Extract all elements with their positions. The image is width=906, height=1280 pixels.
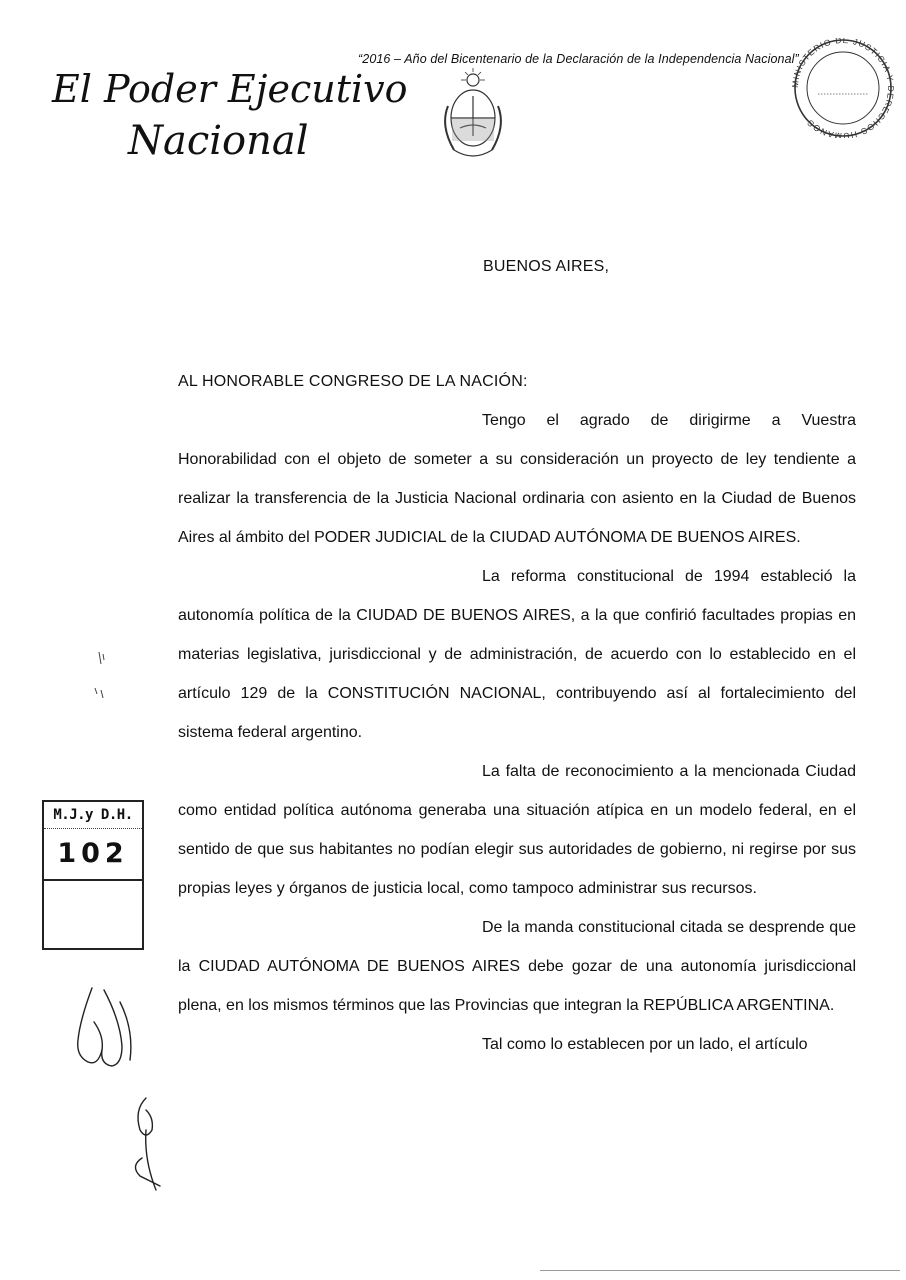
argentina-coat-of-arms-icon bbox=[432, 66, 514, 164]
seal-text: MINISTERIO DE JUSTICIA Y DERECHOS HUMANOS bbox=[789, 38, 897, 138]
poder-ejecutivo-logo bbox=[48, 58, 408, 168]
svg-text:MINISTERIO DE JUSTICIA Y DEREC bbox=[790, 38, 896, 138]
paragraph: La falta de reconocimiento a la mencionada Ciudad como entidad política autónoma generaba una situación atípica en un modelo federal, en el sentido de que sus habitantes no podían elegir sus autoridades de gobierno, ni regirse por sus propias leyes y órganos de justicia local, como tampoco administrar sus recursos. bbox=[178, 763, 856, 897]
ministry-seal bbox=[784, 38, 902, 138]
year-motto: “2016 – Año del Bicentenario de la Declaración de la Independencia Nacional” bbox=[358, 52, 799, 66]
logo-line2: Nacional bbox=[128, 118, 309, 164]
stamp-number: 102 bbox=[44, 829, 142, 881]
letter-body bbox=[178, 401, 856, 1064]
salutation: AL HONORABLE CONGRESO DE LA NACIÓN: bbox=[178, 373, 528, 390]
city-heading: BUENOS AIRES, bbox=[483, 258, 610, 275]
entry-stamp bbox=[42, 800, 144, 950]
paragraph: La reforma constitucional de 1994 estableció la autonomía política de la CIUDAD DE BUENOS AIRES, a la que confirió facultades propias en materias legislativa, jurisdiccional y de administración, de acuerdo con lo establecido en el artículo 129 de la CONSTITUCIÓN NACIONAL, contribuyendo así al fortalecimiento del sistema federal argentino. bbox=[178, 568, 856, 741]
bottom-rule bbox=[540, 1270, 900, 1271]
paragraph: Tengo el agrado de dirigirme a Vuestra Honorabilidad con el objeto de someter a su consideración un proyecto de ley tendiente a realizar la transferencia de la Justicia Nacional ordinaria con asiento en la Ciudad de Buenos Aires al ámbito del PODER JUDICIAL de la CIUDAD AUTÓNOMA DE BUENOS AIRES. bbox=[178, 412, 856, 546]
logo-line1: El Poder Ejecutivo bbox=[52, 67, 408, 111]
stamp-label: M.J.y D.H. bbox=[44, 802, 142, 829]
handwritten-signature bbox=[60, 980, 170, 1210]
paragraph: De la manda constitucional citada se desprende que la CIUDAD AUTÓNOMA DE BUENOS AIRES debe gozar de una autonomía jurisdiccional plena, en los mismos términos que las Provincias que integran la REPÚBLICA ARGENTINA. bbox=[178, 919, 856, 1014]
margin-marks bbox=[85, 640, 115, 720]
paragraph: Tal como lo establecen por un lado, el artículo bbox=[482, 1036, 808, 1053]
